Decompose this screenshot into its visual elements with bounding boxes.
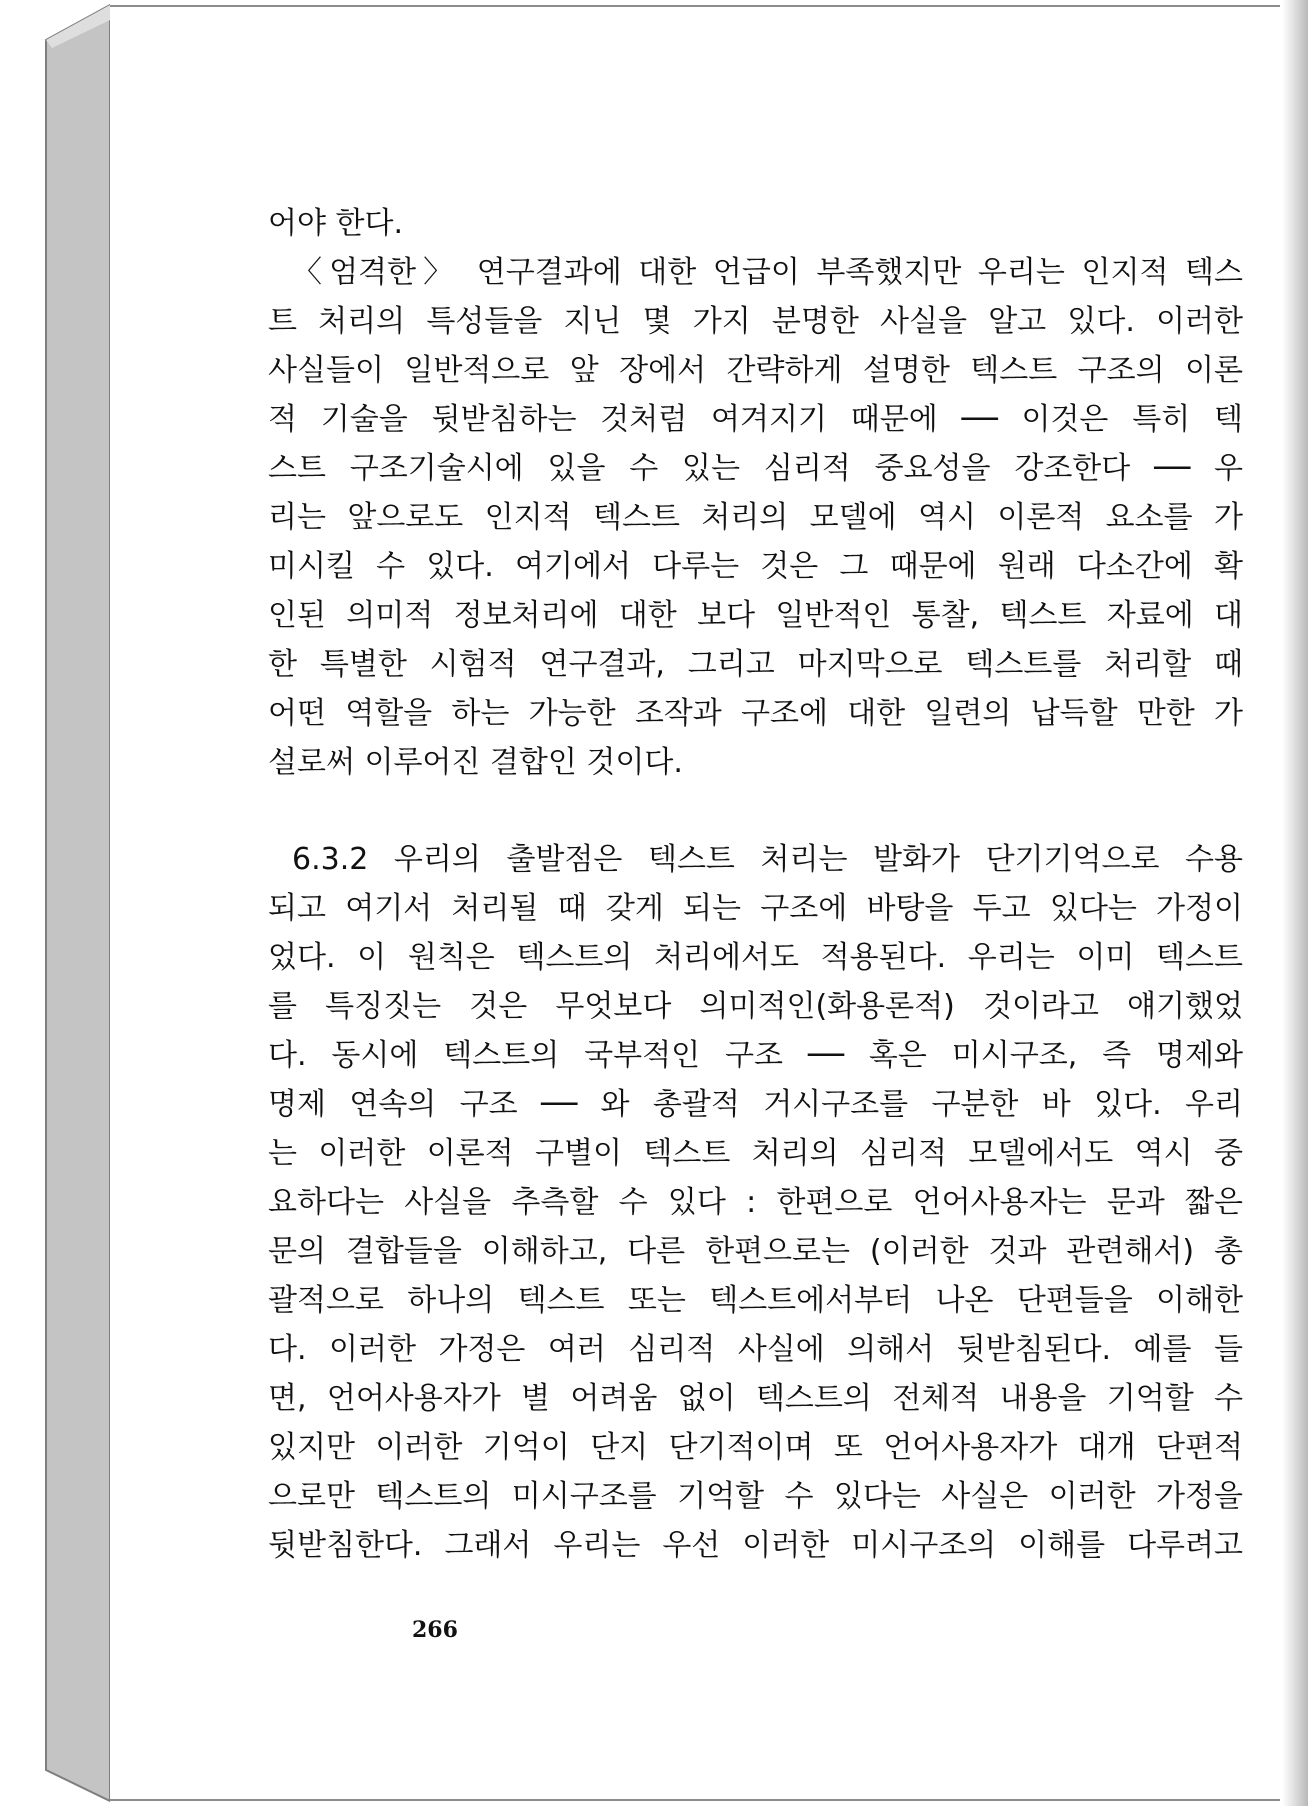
text-line-2: 〈엄격한〉 연구결과에 대한 언급이 부족했지만 우리는 인지적 텍스 <box>292 255 1243 290</box>
text-line-4: 사실들이 일반적으로 앞 장에서 간략하게 설명한 텍스트 구조의 이론 <box>268 353 1243 388</box>
text-line-12: 설로써 이루어진 결합인 것이다. <box>268 745 683 780</box>
text-line-14: 되고 여기서 처리될 때 갖게 되는 구조에 바탕을 두고 있다는 가정이 <box>268 891 1243 926</box>
text-line-9: 인된 의미적 정보처리에 대한 보다 일반적인 통찰, 텍스트 자료에 대 <box>268 598 1243 633</box>
text-line-18: 명제 연속의 구조 ── 와 총괄적 거시구조를 구분한 바 있다. 우리 <box>268 1087 1243 1122</box>
text-line-11: 어떤 역할을 하는 가능한 조작과 구조에 대한 일련의 납득할 만한 가 <box>268 696 1243 731</box>
text-line-15: 었다. 이 원칙은 텍스트의 처리에서도 적용된다. 우리는 이미 텍스트 <box>268 940 1243 975</box>
text-line-19: 는 이러한 이론적 구별이 텍스트 처리의 심리적 모델에서도 역시 중 <box>268 1136 1243 1171</box>
text-line-23: 다. 이러한 가정은 여러 심리적 사실에 의해서 뒷받침된다. 예를 들 <box>268 1332 1243 1367</box>
text-line-10: 한 특별한 시험적 연구결과, 그리고 마지막으로 텍스트를 처리할 때 <box>268 647 1243 682</box>
text-line-3: 트 처리의 특성들을 지닌 몇 가지 분명한 사실을 알고 있다. 이러한 <box>268 304 1243 339</box>
text-line-24: 면, 언어사용자가 별 어려움 없이 텍스트의 전체적 내용을 기억할 수 <box>268 1381 1243 1416</box>
text-line-1: 어야 한다. <box>268 206 403 241</box>
text-line-7: 리는 앞으로도 인지적 텍스트 처리의 모델에 역시 이론적 요소를 가 <box>268 500 1243 535</box>
page-edge-shadow <box>1282 0 1308 1806</box>
text-line-16: 를 특징짓는 것은 무엇보다 의미적인(화용론적) 것이라고 얘기했었 <box>268 989 1243 1024</box>
text-line-27: 뒷받침한다. 그래서 우리는 우선 이러한 미시구조의 이해를 다루려고 <box>268 1528 1243 1563</box>
text-line-21: 문의 결합들을 이해하고, 다른 한편으로는 (이러한 것과 관련해서) 총 <box>268 1234 1243 1269</box>
text-line-20: 요하다는 사실을 추측할 수 있다 : 한편으로 언어사용자는 문과 짧은 <box>268 1185 1243 1220</box>
text-line-5: 적 기술을 뒷받침하는 것처럼 여겨지기 때문에 ── 이것은 특히 텍 <box>268 402 1243 437</box>
book-spine <box>0 0 110 1806</box>
text-line-6: 스트 구조기술시에 있을 수 있는 심리적 중요성을 강조한다 ── 우 <box>268 451 1243 486</box>
section-heading-line: 6.3.2 우리의 출발점은 텍스트 처리는 발화가 단기기억으로 수용 <box>292 842 1243 877</box>
text-line-22: 괄적으로 하나의 텍스트 또는 텍스트에서부터 나온 단편들을 이해한 <box>268 1283 1243 1318</box>
text-line-8: 미시킬 수 있다. 여기에서 다루는 것은 그 때문에 원래 다소간에 확 <box>268 549 1243 584</box>
text-line-25: 있지만 이러한 기억이 단지 단기적이며 또 언어사용자가 대개 단편적 <box>268 1430 1243 1465</box>
page-number: 266 <box>412 1617 458 1643</box>
book-page <box>110 5 1280 1801</box>
text-line-26: 으로만 텍스트의 미시구조를 기억할 수 있다는 사실은 이러한 가정을 <box>268 1479 1243 1514</box>
text-line-17: 다. 동시에 텍스트의 국부적인 구조 ── 혹은 미시구조, 즉 명제와 <box>268 1038 1243 1073</box>
